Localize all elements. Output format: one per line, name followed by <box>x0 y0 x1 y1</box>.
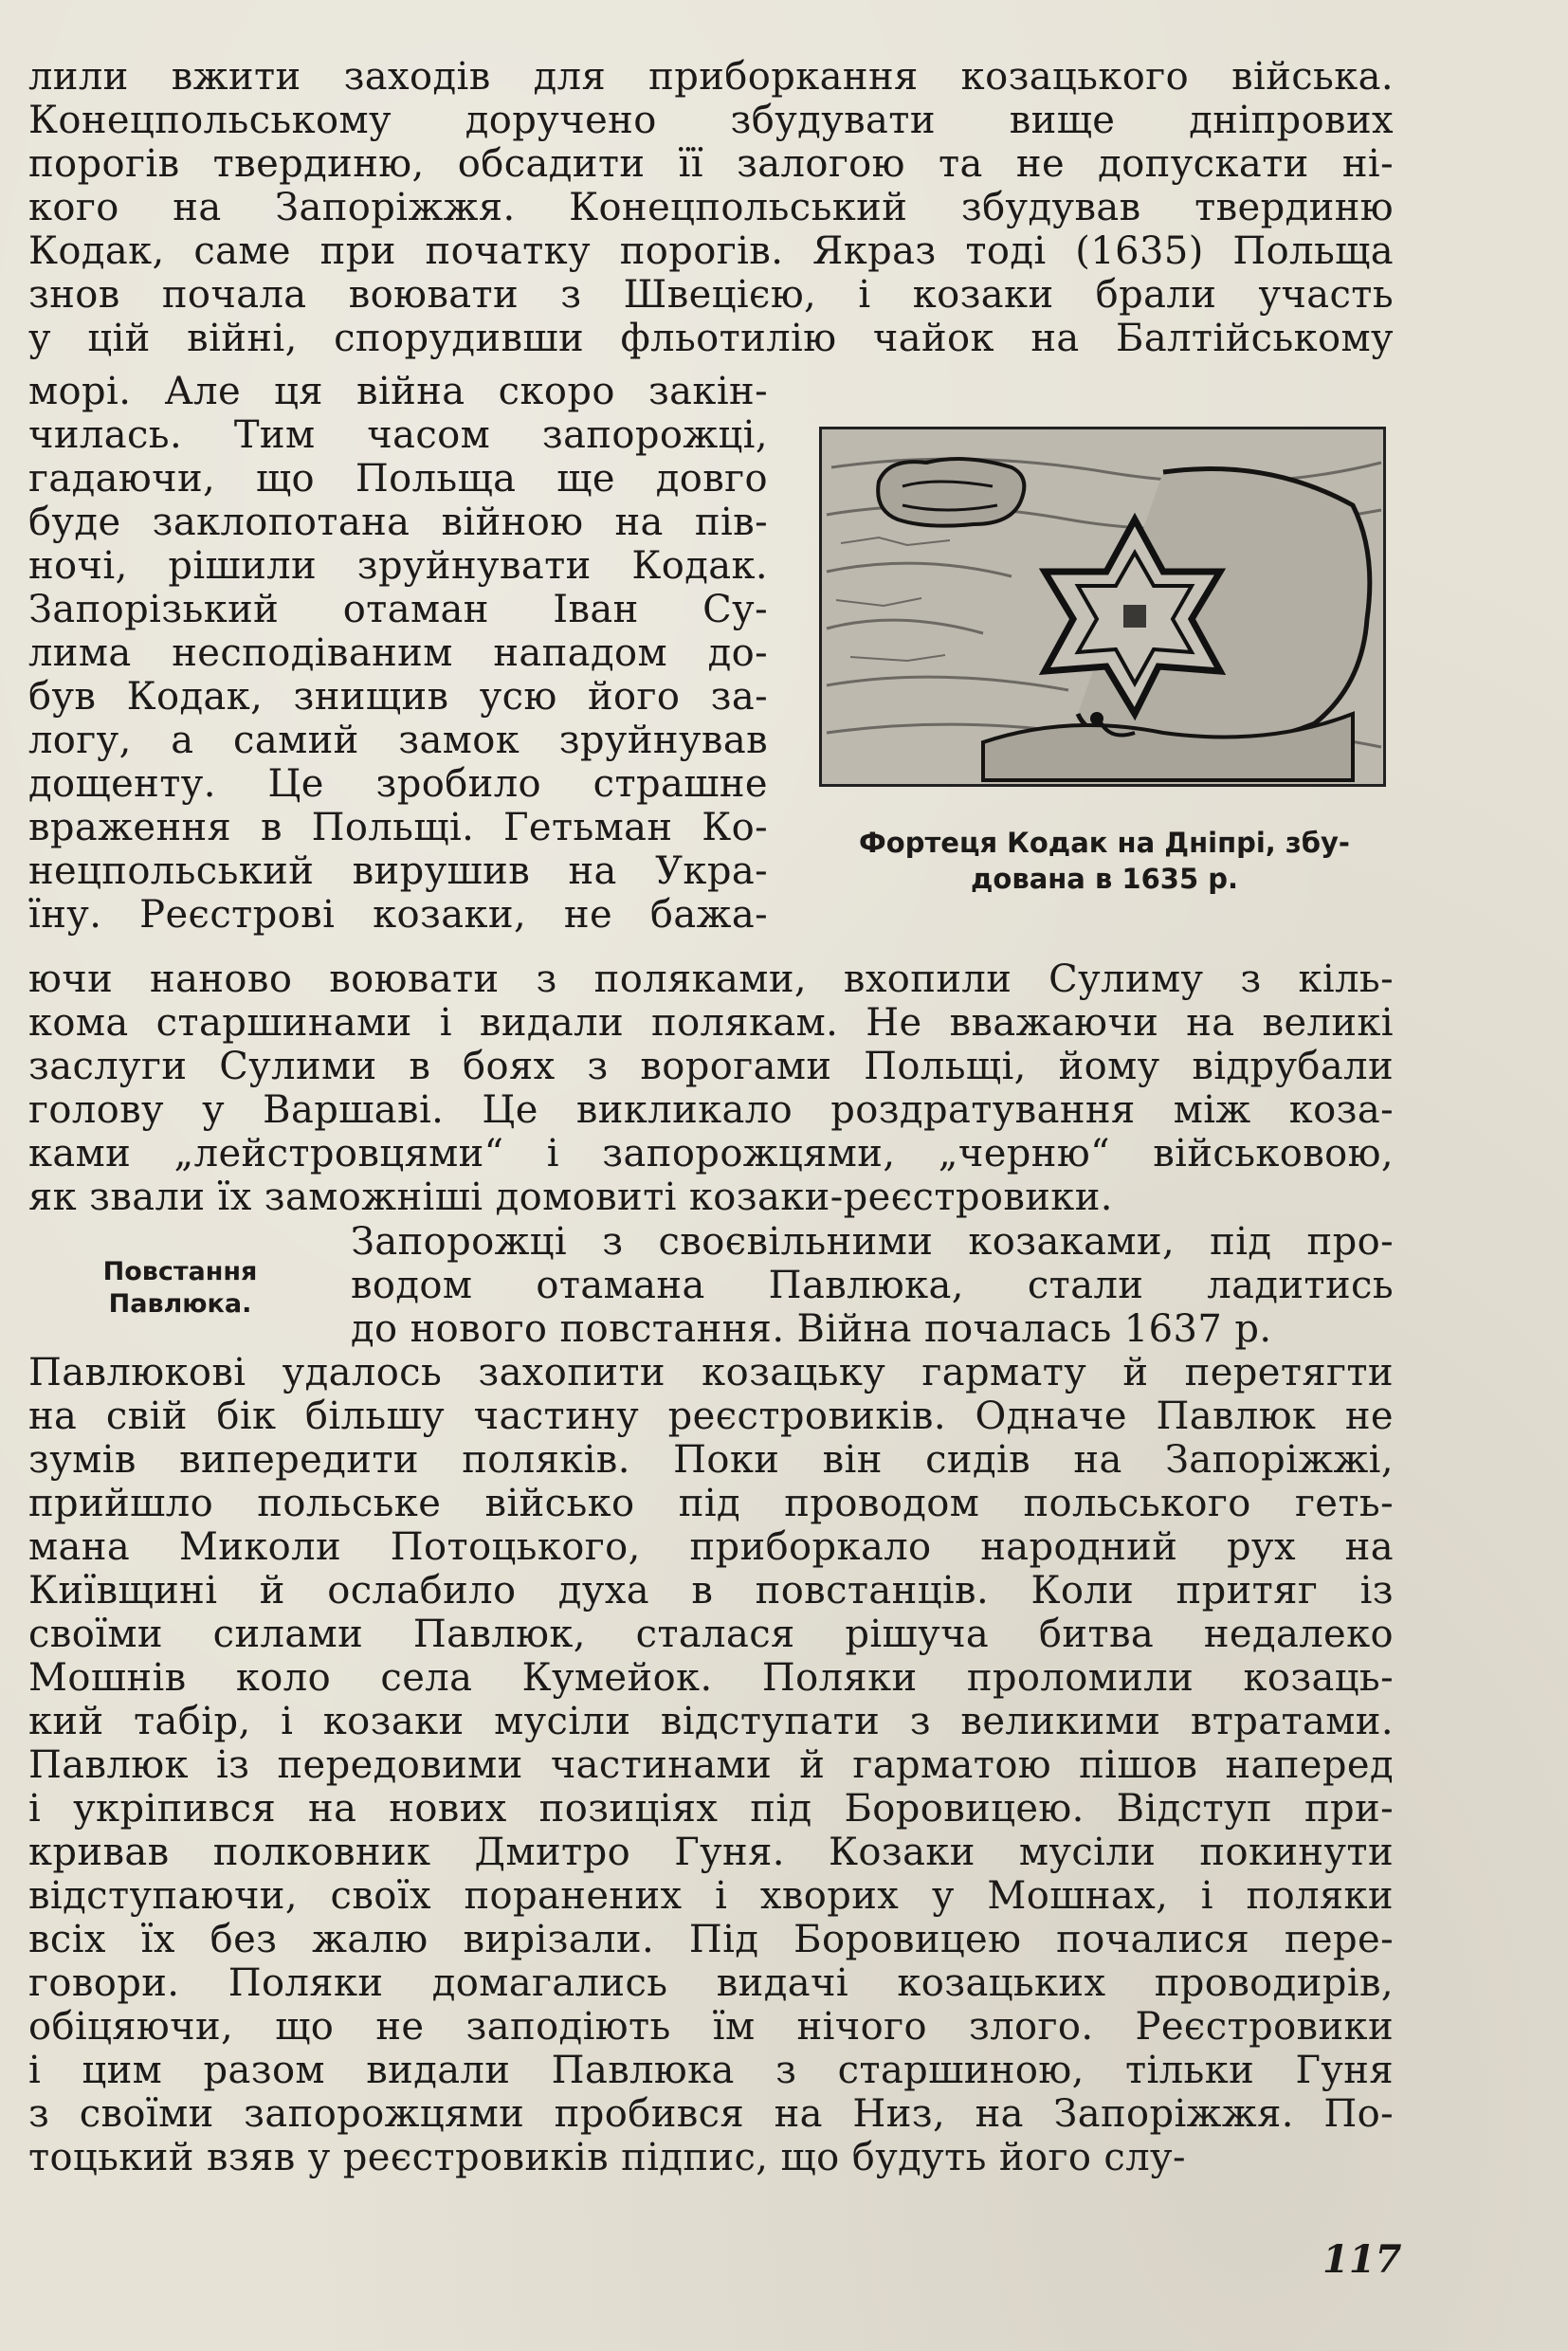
text-line: ночі, рішили зруйнувати Кодак. <box>28 544 768 588</box>
text-line: говори. Поляки домагались видачі козацьких проводирів, <box>28 1961 1394 2005</box>
text-line: у цій війні, спорудивши фльотилію чайок на Балтійському <box>28 317 1394 360</box>
text-line: нецпольський вирушив на Укра- <box>28 849 768 893</box>
text-line: голову у Варшаві. Це викликало роздратування між коза- <box>28 1088 1394 1132</box>
text-line: водом отамана Павлюка, стали ладитись <box>351 1264 1394 1307</box>
text-line: логу, а самий замок зруйнував <box>28 719 768 762</box>
margin-heading-line-2: Павлюка. <box>108 1289 252 1319</box>
text-line: мана Миколи Потоцького, приборкало народний рух на <box>28 1525 1394 1569</box>
margin-heading-pavliuk-uprising <box>66 1256 294 1321</box>
text-line: дощенту. Це зробило страшне <box>28 762 768 806</box>
text-line: лима несподіваним нападом до- <box>28 631 768 675</box>
caption-line-1: Фортеця Кодак на Дніпрі, збу- <box>859 827 1350 859</box>
text-line: всіх їх без жалю вирізали. Під Боровицею почалися пере- <box>28 1918 1394 1961</box>
text-line: лили вжити заходів для приборкання козацького війська. <box>28 55 1394 99</box>
text-line: на свій бік більшу частину реєстровиків. Одначе Павлюк не <box>28 1394 1394 1438</box>
text-line: зумів випередити поляків. Поки він сидів на Запоріжжі, <box>28 1438 1394 1482</box>
text-line: буде заклопотана війною на пів- <box>28 501 768 544</box>
text-line: Запорізький отаман Іван Су- <box>28 588 768 631</box>
text-line: обіцяючи, що не заподіють їм нічого злого. Реєстровики <box>28 2005 1394 2049</box>
text-line: своїми силами Павлюк, сталася рішуча битва недалеко <box>28 1613 1394 1656</box>
text-line: Кодак, саме при початку порогів. Якраз тоді (1635) Польща <box>28 229 1394 273</box>
text-line: Запорожці з своєвільними козаками, під про- <box>351 1220 1394 1264</box>
text-line: Конецпольському доручено збудувати вище дніпрових <box>28 99 1394 142</box>
text-line: ками „лейстровцями“ і запорожцями, „черню“ військовою, <box>28 1132 1394 1176</box>
text-bottom <box>28 1351 1394 2179</box>
text-line: морі. Але ця війна скоро закін- <box>28 370 768 413</box>
text-line: і цим разом видали Павлюка з старшиною, тільки Гуня <box>28 2049 1394 2092</box>
text-line: був Кодак, знищив усю його за- <box>28 675 768 719</box>
text-line: з своїми запорожцями пробився на Низ, на Запоріжжя. По- <box>28 2092 1394 2136</box>
text-line: як звали їх заможніші домовиті козаки-реєстровики. <box>28 1176 1113 1219</box>
text-line: гадаючи, що Польща ще довго <box>28 457 768 501</box>
text-line: кий табір, і козаки мусіли відступати з великими втратами. <box>28 1700 1394 1743</box>
page-number: 117 <box>1322 2237 1402 2282</box>
text-line: Мошнів коло села Кумейок. Поляки проломили козаць- <box>28 1656 1394 1700</box>
text-top <box>28 55 1394 360</box>
text-line: порогів твердиню, обсадити її залогою та не допускати ні- <box>28 142 1394 186</box>
text-middle <box>28 957 1394 1219</box>
text-line: враження в Польщі. Гетьман Ко- <box>28 806 768 849</box>
text-line: ючи наново воювати з поляками, вхопили Сулиму з кіль- <box>28 957 1394 1001</box>
text-line: і укріпився на нових позиціях під Боровицею. Відступ при- <box>28 1787 1394 1831</box>
text-line: заслуги Сулими в боях з ворогами Польщі, йому відрубали <box>28 1045 1394 1088</box>
kodak-fortress-figure <box>819 427 1386 787</box>
text-line: тоцький взяв у реєстровиків підпис, що будуть його слу- <box>28 2136 1186 2179</box>
text-line: кривав полковник Дмитро Гуня. Козаки мусіли покинути <box>28 1831 1394 1874</box>
caption-line-2: дована в 1635 р. <box>971 863 1238 895</box>
text-line: знов почала воювати з Швецією, і козаки брали участь <box>28 273 1394 317</box>
text-line: Павлюкові удалось захопити козацьку гармату й перетягти <box>28 1351 1394 1394</box>
text-line: кого на Запоріжжя. Конецпольський збудував твердиню <box>28 186 1394 229</box>
text-line: відступаючи, своїх поранених і хворих у Мошнах, і поляки <box>28 1874 1394 1918</box>
text-line: їну. Реєстрові козаки, не бажа- <box>28 893 768 937</box>
text-line: чилась. Тим часом запорожці, <box>28 413 768 457</box>
figure-caption <box>806 825 1403 897</box>
text-narrow-column <box>28 370 768 937</box>
text-line: кома старшинами і видали полякам. Не вважаючи на великі <box>28 1001 1394 1045</box>
text-line: до нового повстання. Війна почалась 1637 р. <box>351 1307 1272 1351</box>
margin-heading-line-1: Повстання <box>102 1257 258 1286</box>
kodak-fortress-engraving <box>822 429 1383 784</box>
text-beside-margin-heading <box>351 1220 1394 1351</box>
text-line: Київщині й ослабило духа в повстанців. Коли притяг із <box>28 1569 1394 1613</box>
text-line: прийшло польське військо під проводом польського геть- <box>28 1482 1394 1525</box>
text-line: Павлюк із передовими частинами й гарматою пішов наперед <box>28 1743 1394 1787</box>
